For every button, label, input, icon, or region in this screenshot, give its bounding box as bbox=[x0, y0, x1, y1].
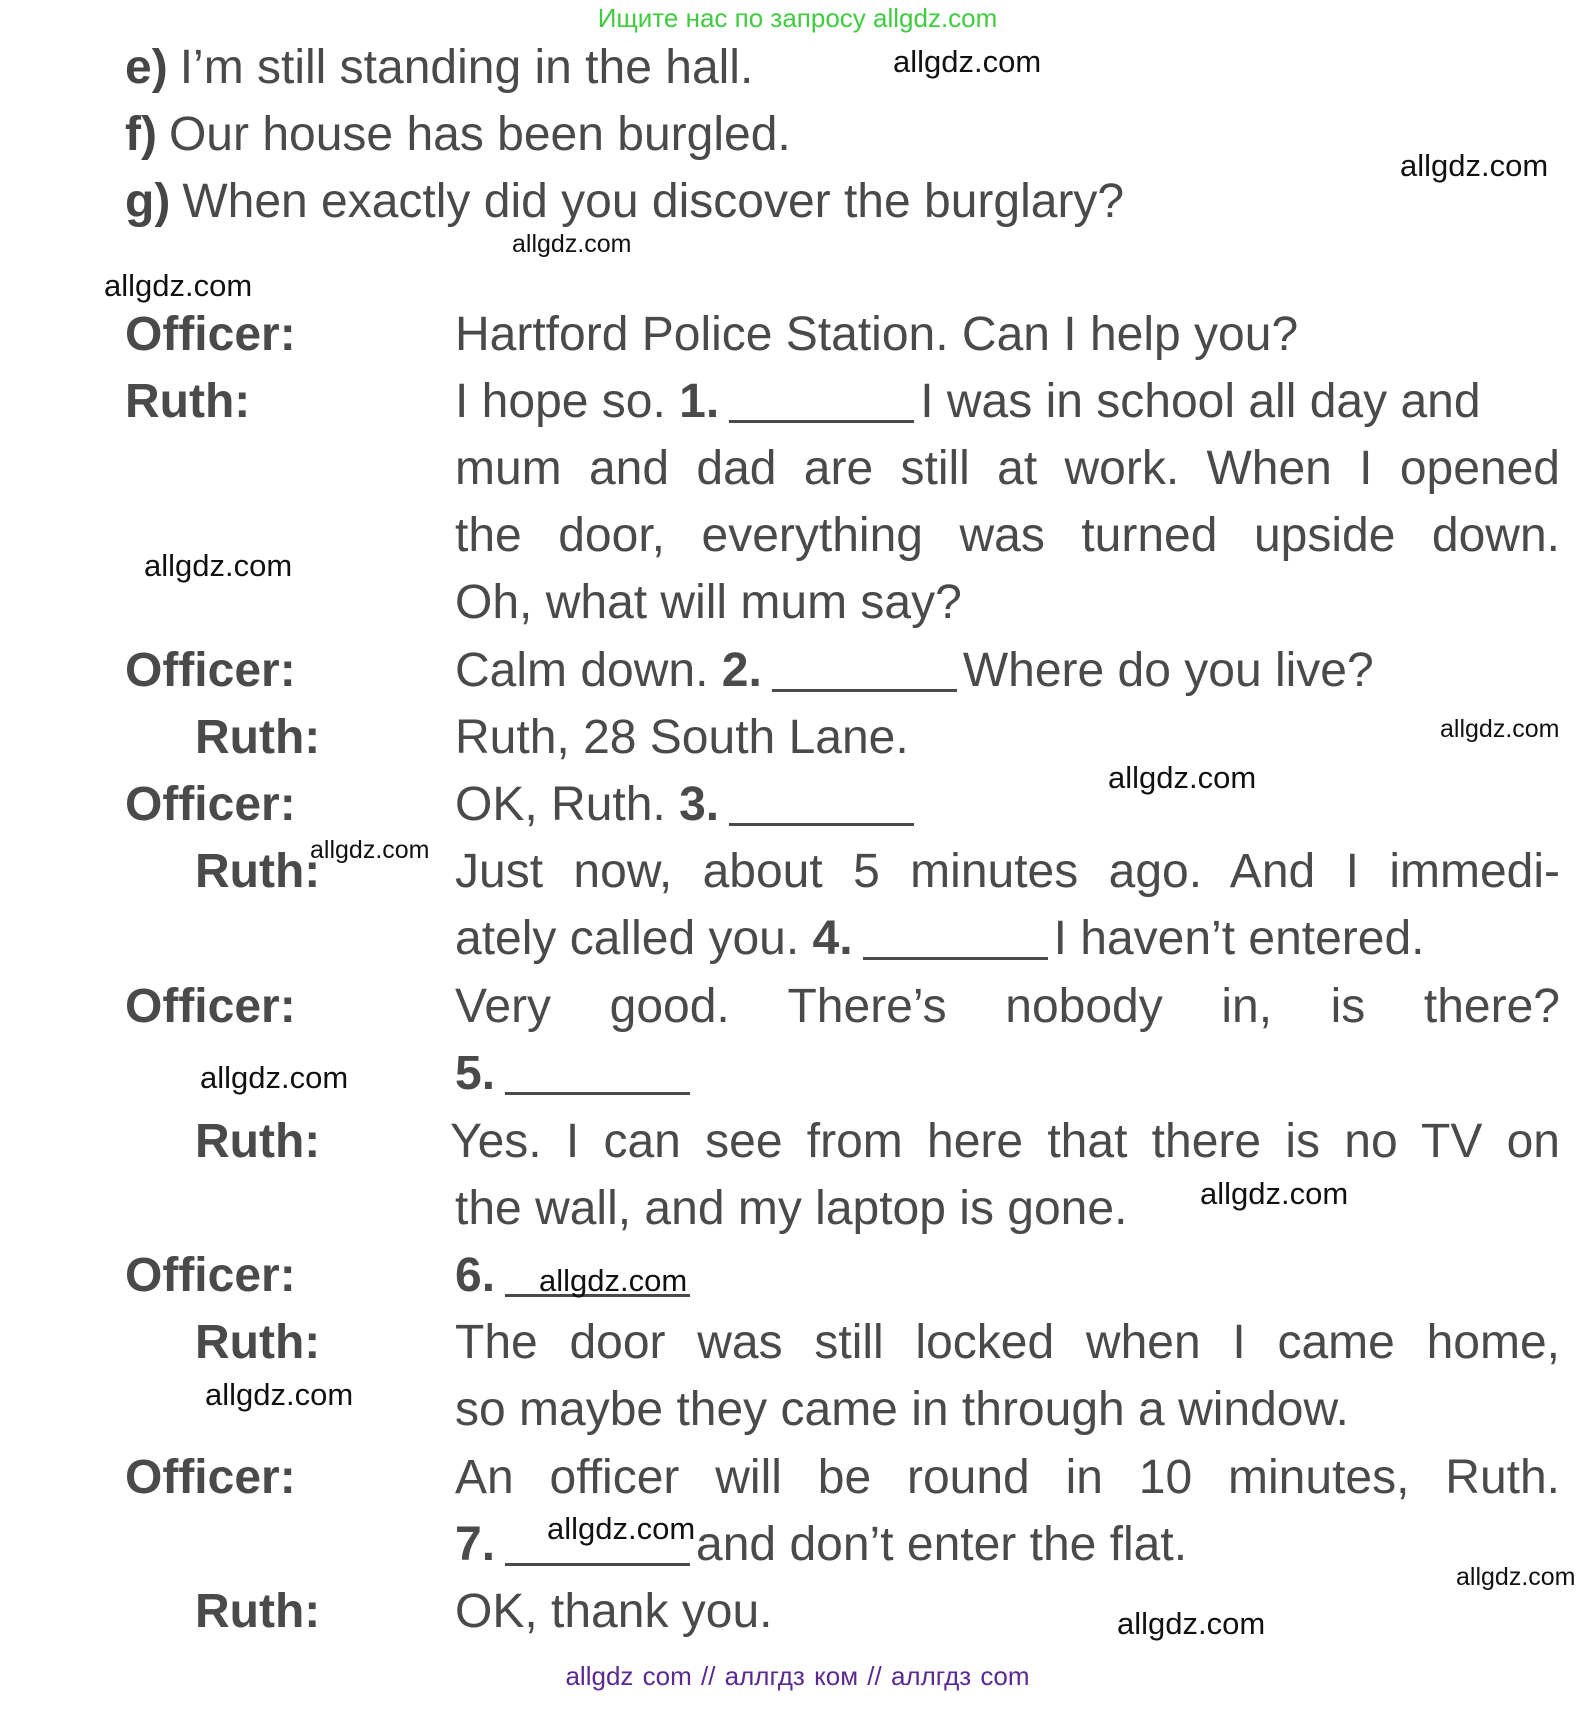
dialogue-line bbox=[455, 372, 1481, 432]
dialogue-line bbox=[455, 1044, 696, 1104]
dialogue-text: ately called you. bbox=[455, 912, 800, 965]
gap-number: 2. bbox=[721, 644, 762, 697]
speaker-officer: Officer: bbox=[125, 644, 296, 697]
dialogue-line: the door, everything was turned upside down. bbox=[455, 509, 1560, 562]
question-letter: g) bbox=[125, 175, 171, 228]
dialogue-text: I hope so. bbox=[455, 375, 666, 428]
dialogue-line: An officer will be round in 10 minutes, Ruth. bbox=[455, 1451, 1560, 1504]
watermark: allgdz.com bbox=[104, 268, 253, 303]
dialogue-text: and don’t enter the flat. bbox=[696, 1518, 1188, 1571]
gap-number: 4. bbox=[812, 912, 853, 965]
dialogue-line bbox=[455, 641, 1374, 701]
watermark: allgdz.com bbox=[1200, 1176, 1349, 1211]
question-letter: e) bbox=[125, 41, 168, 94]
dialogue-text: OK, Ruth. bbox=[455, 778, 666, 831]
dialogue-line: the wall, and my laptop is gone. bbox=[455, 1182, 1128, 1235]
dialogue-line: mum and dad are still at work. When I opened bbox=[455, 442, 1560, 495]
speaker-ruth: Ruth: bbox=[195, 1585, 321, 1638]
question-g bbox=[125, 172, 1124, 232]
answer-blank bbox=[505, 1563, 690, 1566]
dialogue-line bbox=[455, 775, 920, 835]
dialogue-line: so maybe they came in through a window. bbox=[455, 1383, 1349, 1436]
question-letter: f) bbox=[125, 108, 157, 161]
dialogue-line: Just now, about 5 minutes ago. And I immedi- bbox=[455, 845, 1560, 898]
answer-blank bbox=[729, 823, 914, 826]
dialogue-line: The door was still locked when I came home, bbox=[455, 1316, 1560, 1369]
dialogue-line: Hartford Police Station. Can I help you? bbox=[455, 308, 1299, 361]
speaker-ruth: Ruth: bbox=[125, 375, 251, 428]
top-banner: Ищите нас по запросу allgdz.com bbox=[597, 3, 998, 33]
gap-number: 3. bbox=[679, 778, 720, 831]
answer-blank bbox=[729, 420, 914, 423]
speaker-officer: Officer: bbox=[125, 308, 296, 361]
answer-blank bbox=[772, 689, 957, 692]
watermark: allgdz.com bbox=[893, 44, 1042, 79]
watermark: allgdz.com bbox=[1440, 715, 1560, 743]
dialogue-text: Calm down. bbox=[455, 644, 709, 697]
question-e bbox=[125, 38, 753, 98]
question-text: Our house has been burgled. bbox=[168, 108, 791, 161]
question-text: When exactly did you discover the burglary? bbox=[182, 175, 1125, 228]
gap-number: 1. bbox=[679, 375, 720, 428]
watermark: allgdz.com bbox=[1117, 1606, 1266, 1641]
question-text: I’m still standing in the hall. bbox=[179, 41, 754, 94]
dialogue-line bbox=[455, 909, 1425, 969]
gap-number: 6. bbox=[455, 1249, 496, 1302]
watermark: allgdz.com bbox=[1456, 1563, 1576, 1591]
speaker-officer: Officer: bbox=[125, 1249, 296, 1302]
speaker-officer: Officer: bbox=[125, 980, 296, 1033]
speaker-ruth: Ruth: bbox=[195, 1115, 321, 1168]
bottom-banner: allgdz com // аллгдз ком // аллгдз com bbox=[565, 1661, 1030, 1691]
dialogue-line: Yes. I can see from here that there is no TV on bbox=[450, 1115, 1560, 1168]
dialogue-text: I was in school all day and bbox=[920, 375, 1481, 428]
speaker-ruth: Ruth: bbox=[195, 845, 321, 898]
answer-blank bbox=[505, 1092, 690, 1095]
watermark: allgdz.com bbox=[539, 1263, 688, 1298]
speaker-ruth: Ruth: bbox=[195, 711, 321, 764]
gap-number: 5. bbox=[455, 1047, 496, 1100]
speaker-ruth: Ruth: bbox=[195, 1316, 321, 1369]
dialogue-text: I haven’t entered. bbox=[1053, 912, 1425, 965]
speaker-officer: Officer: bbox=[125, 778, 296, 831]
dialogue-line: Ruth, 28 South Lane. bbox=[455, 711, 909, 764]
watermark: allgdz.com bbox=[310, 836, 430, 864]
speaker-officer: Officer: bbox=[125, 1451, 296, 1504]
gap-number: 7. bbox=[455, 1518, 496, 1571]
watermark: allgdz.com bbox=[547, 1511, 696, 1546]
dialogue-line: OK, thank you. bbox=[455, 1585, 773, 1638]
watermark: allgdz.com bbox=[1108, 760, 1257, 795]
dialogue-line: Oh, what will mum say? bbox=[455, 576, 962, 629]
dialogue-text: Where do you live? bbox=[962, 644, 1374, 697]
watermark: allgdz.com bbox=[1400, 148, 1549, 183]
dialogue-line: Very good. There’s nobody in, is there? bbox=[455, 980, 1560, 1033]
watermark: allgdz.com bbox=[512, 230, 632, 258]
watermark: allgdz.com bbox=[200, 1060, 349, 1095]
answer-blank bbox=[863, 957, 1048, 960]
question-f bbox=[125, 105, 791, 165]
watermark: allgdz.com bbox=[205, 1377, 354, 1412]
watermark: allgdz.com bbox=[144, 548, 293, 583]
